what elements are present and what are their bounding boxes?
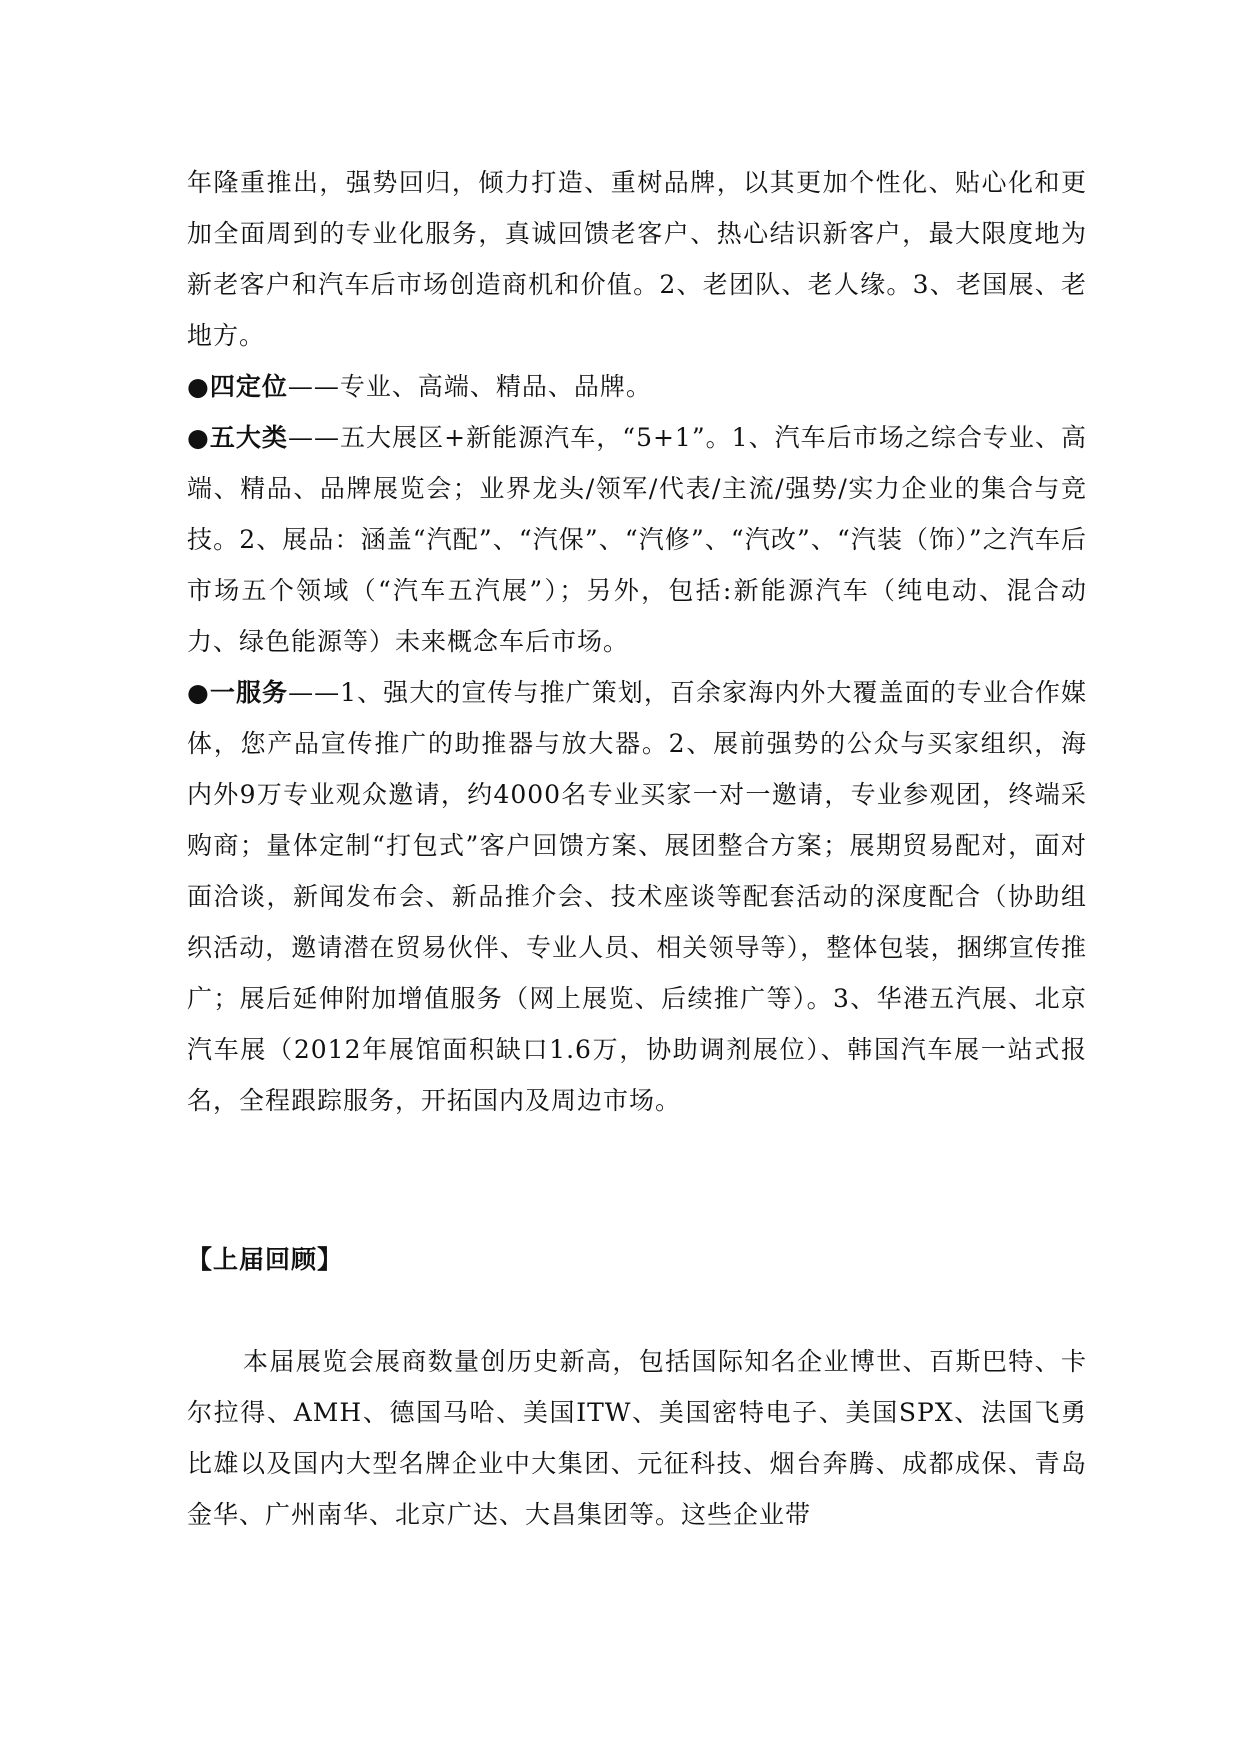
section-heading-previous-review: 【上届回顾】	[187, 1245, 344, 1274]
bullet-heading: ●四定位	[187, 372, 288, 401]
intro-paragraph: 年隆重推出，强势回归，倾力打造、重树品牌，以其更加个性化、贴心化和更加全面周到的专业化服务，真诚回馈老客户、热心结识新客户，最大限度地为新老客户和汽车后市场创造商机和价值。2、老团队、老人缘。3、老国展、老地方。	[187, 168, 1087, 350]
main-body	[187, 157, 1087, 1126]
bullet-five-categories	[187, 412, 1087, 667]
review-paragraph: 本届展览会展商数量创历史新高，包括国际知名企业博世、百斯巴特、卡尔拉得、AMH、德国马哈、美国ITW、美国密特电子、美国SPX、法国飞勇比雄以及国内大型名牌企业中大集团、元征科技、烟台奔腾、成都成保、青岛金华、广州南华、北京广达、大昌集团等。这些企业带	[187, 1347, 1087, 1529]
bullet-text: ——专业、高端、精品、品牌。	[287, 372, 652, 401]
bullet-heading: ●一服务	[187, 678, 289, 707]
bullet-heading: ●五大类	[187, 423, 288, 452]
bullet-four-positioning	[187, 361, 1087, 412]
bullet-one-service	[187, 667, 1087, 1126]
bullet-text: ——五大展区+新能源汽车，“5+1”。1、汽车后市场之综合专业、高端、精品、品牌展览会；业界龙头/领军/代表/主流/强势/实力企业的集合与竞技。2、展品：涵盖“汽配”、“汽保”、“汽修”、“汽改”、“汽装（饰）”之汽车后市场五个领域（“汽车五汽展”）；另外，包括:新能源汽车（纯电动、混合动力、绿色能源等）未来概念车后市场。	[187, 423, 1087, 656]
bullet-text: ——1、强大的宣传与推广策划，百余家海内外大覆盖面的专业合作媒体，您产品宣传推广的助推器与放大器。2、展前强势的公众与买家组织，海内外9万专业观众邀请，约4000名专业买家一对一邀请，专业参观团，终端采购商；量体定制“打包式”客户回馈方案、展团整合方案；展期贸易配对，面对面洽谈，新闻发布会、新品推介会、技术座谈等配套活动的深度配合（协助组织活动，邀请潜在贸易伙伴、专业人员、相关领导等），整体包装，捆绑宣传推广；展后延伸附加增值服务（网上展览、后续推广等）。3、华港五汽展、北京汽车展（2012年展馆面积缺口1.6万，协助调剂展位）、韩国汽车展一站式报名，全程跟踪服务，开拓国内及周边市场。	[187, 678, 1087, 1115]
